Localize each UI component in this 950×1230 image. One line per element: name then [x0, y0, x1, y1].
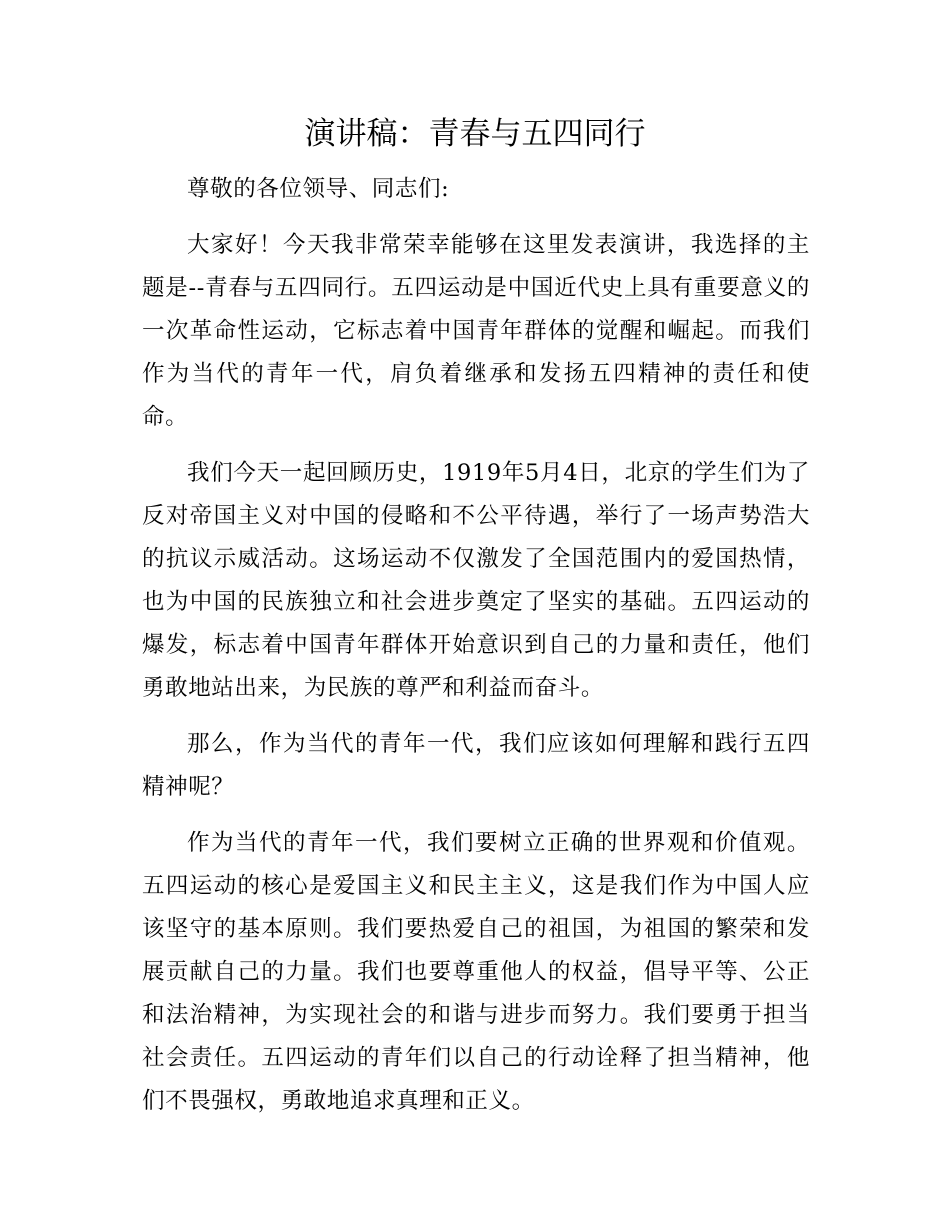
salutation: 尊敬的各位领导、同志们:: [187, 176, 450, 202]
document-title: 演讲稿：青春与五四同行: [304, 116, 646, 152]
paragraph-opening: 大家好！今天我非常荣幸能够在这里发表演讲，我选择的主题是--青春与五四同行。五四运动是中国近代史上具有重要意义的一次革命性运动，它标志着中国青年群体的觉醒和崛起。而我们作为当代的青年一代，肩负着继承和发扬五四精神的责任和使命。: [142, 232, 810, 430]
paragraph-question: 那么，作为当代的青年一代，我们应该如何理解和践行五四精神呢？: [142, 731, 810, 800]
paragraph-history: 我们今天一起回顾历史，1919年5月4日，北京的学生们为了反对帝国主义对中国的侵略和不公平待遇，举行了一场声势浩大的抗议示威活动。这场运动不仅激发了全国范围内的爱国热情，也为中国的民族独立和社会进步奠定了坚实的基础。五四运动的爆发，标志着中国青年群体开始意识到自己的力量和责任，他们勇敢地站出来，为民族的尊严和利益而奋斗。: [142, 460, 810, 701]
paragraph-values: 作为当代的青年一代，我们要树立正确的世界观和价值观。五四运动的核心是爱国主义和民主主义，这是我们作为中国人应该坚守的基本原则。我们要热爱自己的祖国，为祖国的繁荣和发展贡献自己的力量。我们也要尊重他人的权益，倡导平等、公正和法治精神，为实现社会的和谐与进步而努力。我们要勇于担当社会责任。五四运动的青年们以自己的行动诠释了担当精神，他们不畏强权，勇敢地追求真理和正义。: [142, 830, 810, 1114]
document-body: [142, 168, 810, 1136]
